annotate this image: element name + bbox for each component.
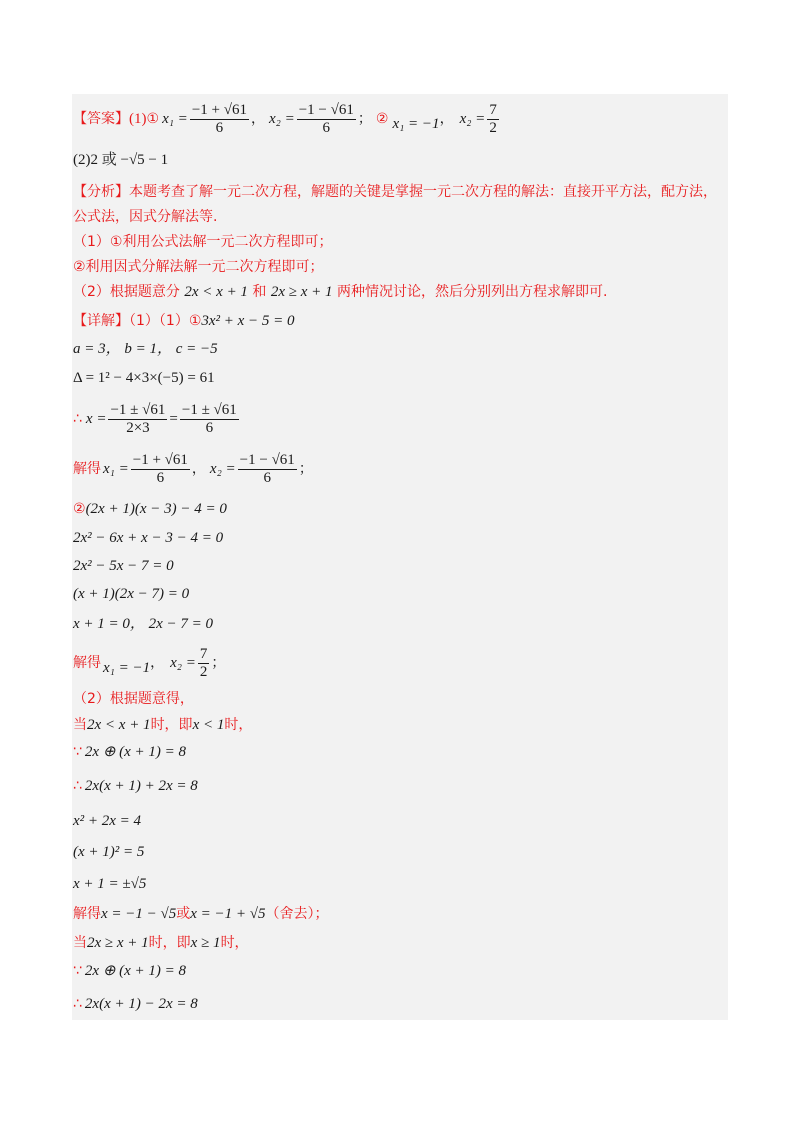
detail-e2: 2x² − 6x + x − 3 − 4 = 0 [73,530,224,546]
detail-line-1 [73,312,295,330]
detail-root1-fraction [131,452,190,487]
analysis-line-1 [73,183,717,201]
detail-part2-roots [73,644,225,682]
part2-c2-e2: 2x(x + 1) − 2x = 8 [84,996,198,1012]
part2-c1-e5: x + 1 = ±√5 [73,876,147,892]
answer-part1-label: (1) [129,111,147,127]
detail-solve-label: 解得 [73,461,101,477]
answer-part2: (2)2 或 −√5 − 1 [73,152,169,168]
answer-sep-2: ； [357,111,372,127]
answer-x2-numerator: −1 − √61 [298,101,354,118]
part2-c1-line-2 [73,777,198,795]
detail-e5: x + 1 = 0， 2x − 7 = 0 [73,616,214,632]
detail-e4: (x + 1)(2x − 7) = 0 [73,586,190,602]
because-symbol: ∵ [73,744,82,760]
part2-c1-e2: 2x(x + 1) + 2x = 8 [84,778,198,794]
detail-x-lhs: x = [85,411,107,427]
detail-fraction-2-num: −1 ± √61 [181,401,237,418]
detail-root1-den: 6 [156,469,165,486]
part2-case2 [73,934,249,952]
answer-x2-denominator: 6 [322,119,331,136]
answer-x1b: x₁ = −1 [392,116,440,132]
detail-root-end: ； [298,461,313,477]
part2-case1 [73,716,252,734]
detail-s2-end: ； [211,655,226,671]
part2-c1-e4: (x + 1)² = 5 [73,844,145,860]
part2-case2-a: 当 [73,935,87,951]
answer-x2-fraction [297,102,356,137]
answer-circle-1: ① [146,111,160,127]
therefore-symbol-3: ∴ [73,996,82,1012]
detail-fraction-2-den: 6 [205,419,214,436]
detail-head: （1）（1）① [129,313,202,329]
detail-abc: a = 3， b = 1， c = −5 [73,341,218,357]
part2-c1-sol-c: （舍去）； [265,906,329,922]
detail-root2-den: 6 [263,469,271,486]
analysis-step-3-math-2: 2x ≥ x + 1 [270,284,333,300]
detail-fraction-1 [108,402,167,437]
analysis-step-1: （1）①利用公式法解一元二次方程即可； [73,234,333,250]
answer-x2b-numerator: 7 [489,101,497,118]
detail-s2-sep: ， [150,655,165,671]
analysis-tag: 【分析】 [73,184,129,200]
detail-s2-x2-fraction [198,646,210,681]
detail-circle-2: ② [73,501,86,517]
part2-case2-math-1: 2x ≥ x + 1 [87,935,149,951]
detail-delta: Δ = 1² − 4×3×(−5) = 61 [73,370,215,386]
part2-c1-sol-a: 解得 [73,906,101,922]
therefore-symbol: ∴ [73,411,82,427]
answer-tag: 【答案】 [73,111,129,127]
detail-root1-lhs: x₁ = [103,461,129,477]
detail-root2-num: −1 − √61 [239,451,295,468]
part2-c1-e3: x² + 2x = 4 [73,813,142,829]
analysis-text-1: 本题考查了解一元二次方程，解题的关键是掌握一元二次方程的解法：直接开平方法，配方法， [129,184,717,200]
analysis-step-3-b: 和 [252,284,267,300]
answer-circle-2: ② [375,111,389,127]
detail-s2-x1: x₁ = −1 [103,660,151,676]
answer-x1-fraction [190,102,249,137]
part2-case1-math-2: x < 1 [192,717,225,733]
answer-x2b-lhs: x₂ = [459,111,486,127]
part2-case1-c: 时， [224,717,253,733]
detail-s2-x2-lhs: x₂ = [170,655,196,671]
detail-formula-line [73,400,241,438]
detail-fraction-1-num: −1 ± √61 [110,401,166,418]
detail-equals: = [169,411,178,427]
analysis-step-3-math-1: 2x < x + 1 [184,284,248,300]
part2-case2-c: 时， [220,935,249,951]
part2-c2-e1: 2x ⊕ (x + 1) = 8 [84,963,187,979]
part2-case1-a: 当 [73,717,87,733]
part2-case1-b: 时，即 [150,717,193,733]
detail-s2-x2-num: 7 [199,645,208,662]
analysis-step-3-a: （2）根据题意分 [73,284,180,300]
detail-solve2-label: 解得 [73,655,101,671]
detail-fraction-2 [180,402,239,437]
part2-c1-e1: 2x ⊕ (x + 1) = 8 [84,744,187,760]
detail-roots-line [73,450,313,488]
detail-root-sep: ， [191,461,206,477]
part2-c1-solution [73,905,329,923]
analysis-step-3 [73,283,607,301]
part2-case1-math-1: 2x < x + 1 [87,717,151,733]
answer-line [73,101,501,137]
part2-c1-line-1 [73,743,186,761]
detail-root1-num: −1 + √61 [132,451,188,468]
detail-s2-x2-den: 2 [199,663,208,680]
answer-x1-denominator: 6 [215,119,224,136]
part2-case2-b: 时，即 [148,935,191,951]
part2-c1-sol-math-1: x = −1 − √5 [101,906,177,922]
part2-head: （2）根据题意得， [73,691,194,707]
part2-case2-math-2: x ≥ 1 [190,935,221,951]
analysis-step-3-c: 两种情况讨论，然后分别列出方程求解即可. [336,284,608,300]
part2-c1-sol-math-2: x = −1 + √5 [190,906,266,922]
answer-x2b-denominator: 2 [489,119,497,136]
detail-e1: (2x + 1)(x − 3) − 4 = 0 [85,501,227,517]
answer-sep-3: ， [439,111,454,127]
detail-eq0: 3x² + x − 5 = 0 [201,313,295,329]
analysis-text-2: 公式法，因式分解法等. [73,209,218,225]
analysis-step-2: ②利用因式分解法解一元二次方程即可； [73,259,324,275]
detail-root2-lhs: x₂ = [209,461,236,477]
detail-tag: 【详解】 [73,313,129,329]
part2-c2-line-2 [73,995,198,1013]
detail-e3: 2x² − 5x − 7 = 0 [73,558,174,574]
answer-x1-numerator: −1 + √61 [191,101,247,118]
part2-c1-sol-b: 或 [176,906,191,922]
therefore-symbol-2: ∴ [73,778,82,794]
part2-c2-line-1 [73,962,186,980]
answer-x2-lhs: x₂ = [268,111,295,127]
answer-x1-lhs: x₁ = [162,111,188,127]
answer-sep-1: ， [250,111,265,127]
detail-part2-line-1 [73,500,227,518]
answer-x2b-fraction [487,102,499,137]
detail-fraction-1-den: 2×3 [126,419,150,436]
detail-root2-fraction [238,452,297,487]
because-symbol-2: ∵ [73,963,82,979]
